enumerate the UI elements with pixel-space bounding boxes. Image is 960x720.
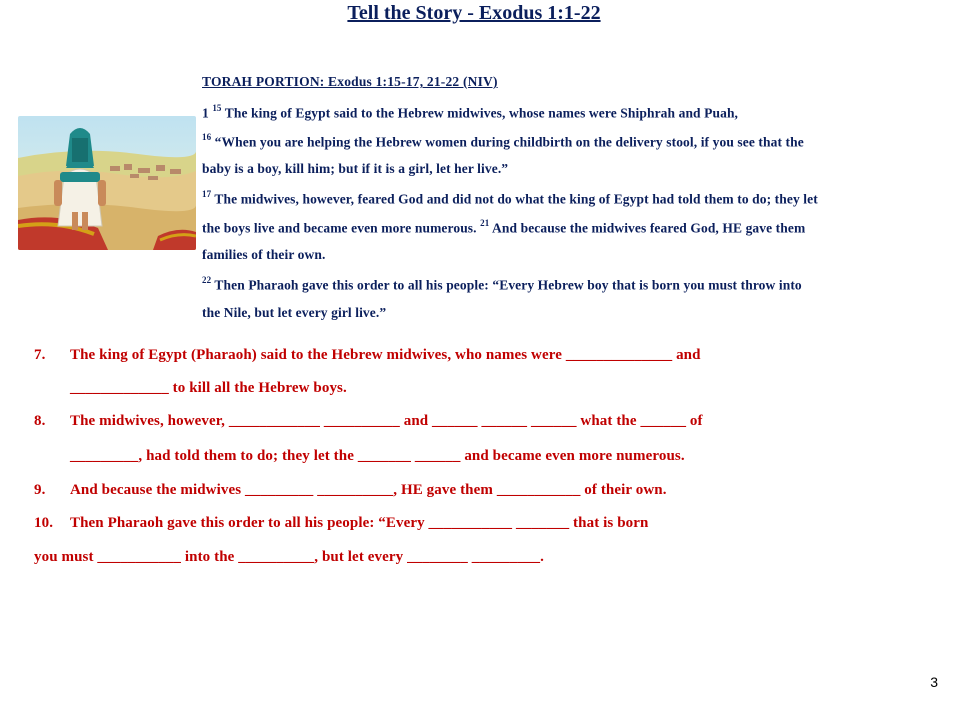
pharaoh-illustration <box>18 116 196 250</box>
question-7-line: The king of Egypt (Pharaoh) said to the Hebrew midwives, who names were ______________ and <box>70 347 701 363</box>
torah-line: $^{17}$ The midwives, however, feared God and did not do what the king of Egypt had told them to do; they let <box>202 189 818 207</box>
question-9-number: 9. <box>34 482 46 498</box>
torah-line: families of their own. <box>202 247 326 262</box>
torah-line: the Nile, but let every girl live.” <box>202 305 387 320</box>
question-10-number: 10. <box>34 515 54 531</box>
question-8-line: _________, had told them to do; they let the _______ ______ and became even more numerous. <box>70 448 685 464</box>
question-9-line: And because the midwives _________ __________, HE gave them ___________ of their own. <box>70 482 667 498</box>
question-10-line: you must ___________ into the __________, but let every ________ _________. <box>34 549 544 565</box>
question-7-number: 7. <box>34 347 46 363</box>
question-8-line: The midwives, however, ____________ __________ and ______ ______ ______ what the ______ of <box>70 413 703 429</box>
question-7-line: _____________ to kill all the Hebrew boys. <box>70 380 347 396</box>
torah-portion-heading: TORAH PORTION: Exodus 1:15-17, 21-22 (NIV) <box>202 74 498 89</box>
torah-line: 1 $^{15}$ The king of Egypt said to the Hebrew midwives, whose names were Shiphrah and Puah, <box>202 103 739 121</box>
torah-line: the boys live and became even more numerous. $^{21}$ And because the midwives feared God, HE gave them <box>202 218 806 236</box>
page-title: Tell the Story - Exodus 1:1-22 <box>347 2 601 24</box>
torah-line: $^{22}$ Then Pharaoh gave this order to all his people: “Every Hebrew boy that is born you must throw into <box>202 275 802 293</box>
torah-line: baby is a boy, kill him; but if it is a girl, let her live.” <box>202 161 509 176</box>
page-number: 3 <box>930 674 938 690</box>
question-10-line: Then Pharaoh gave this order to all his people: “Every ___________ _______ that is born <box>70 515 649 531</box>
question-8-number: 8. <box>34 413 46 429</box>
torah-line: $^{16}$ “When you are helping the Hebrew women during childbirth on the delivery stool, if you see that the <box>202 132 804 150</box>
